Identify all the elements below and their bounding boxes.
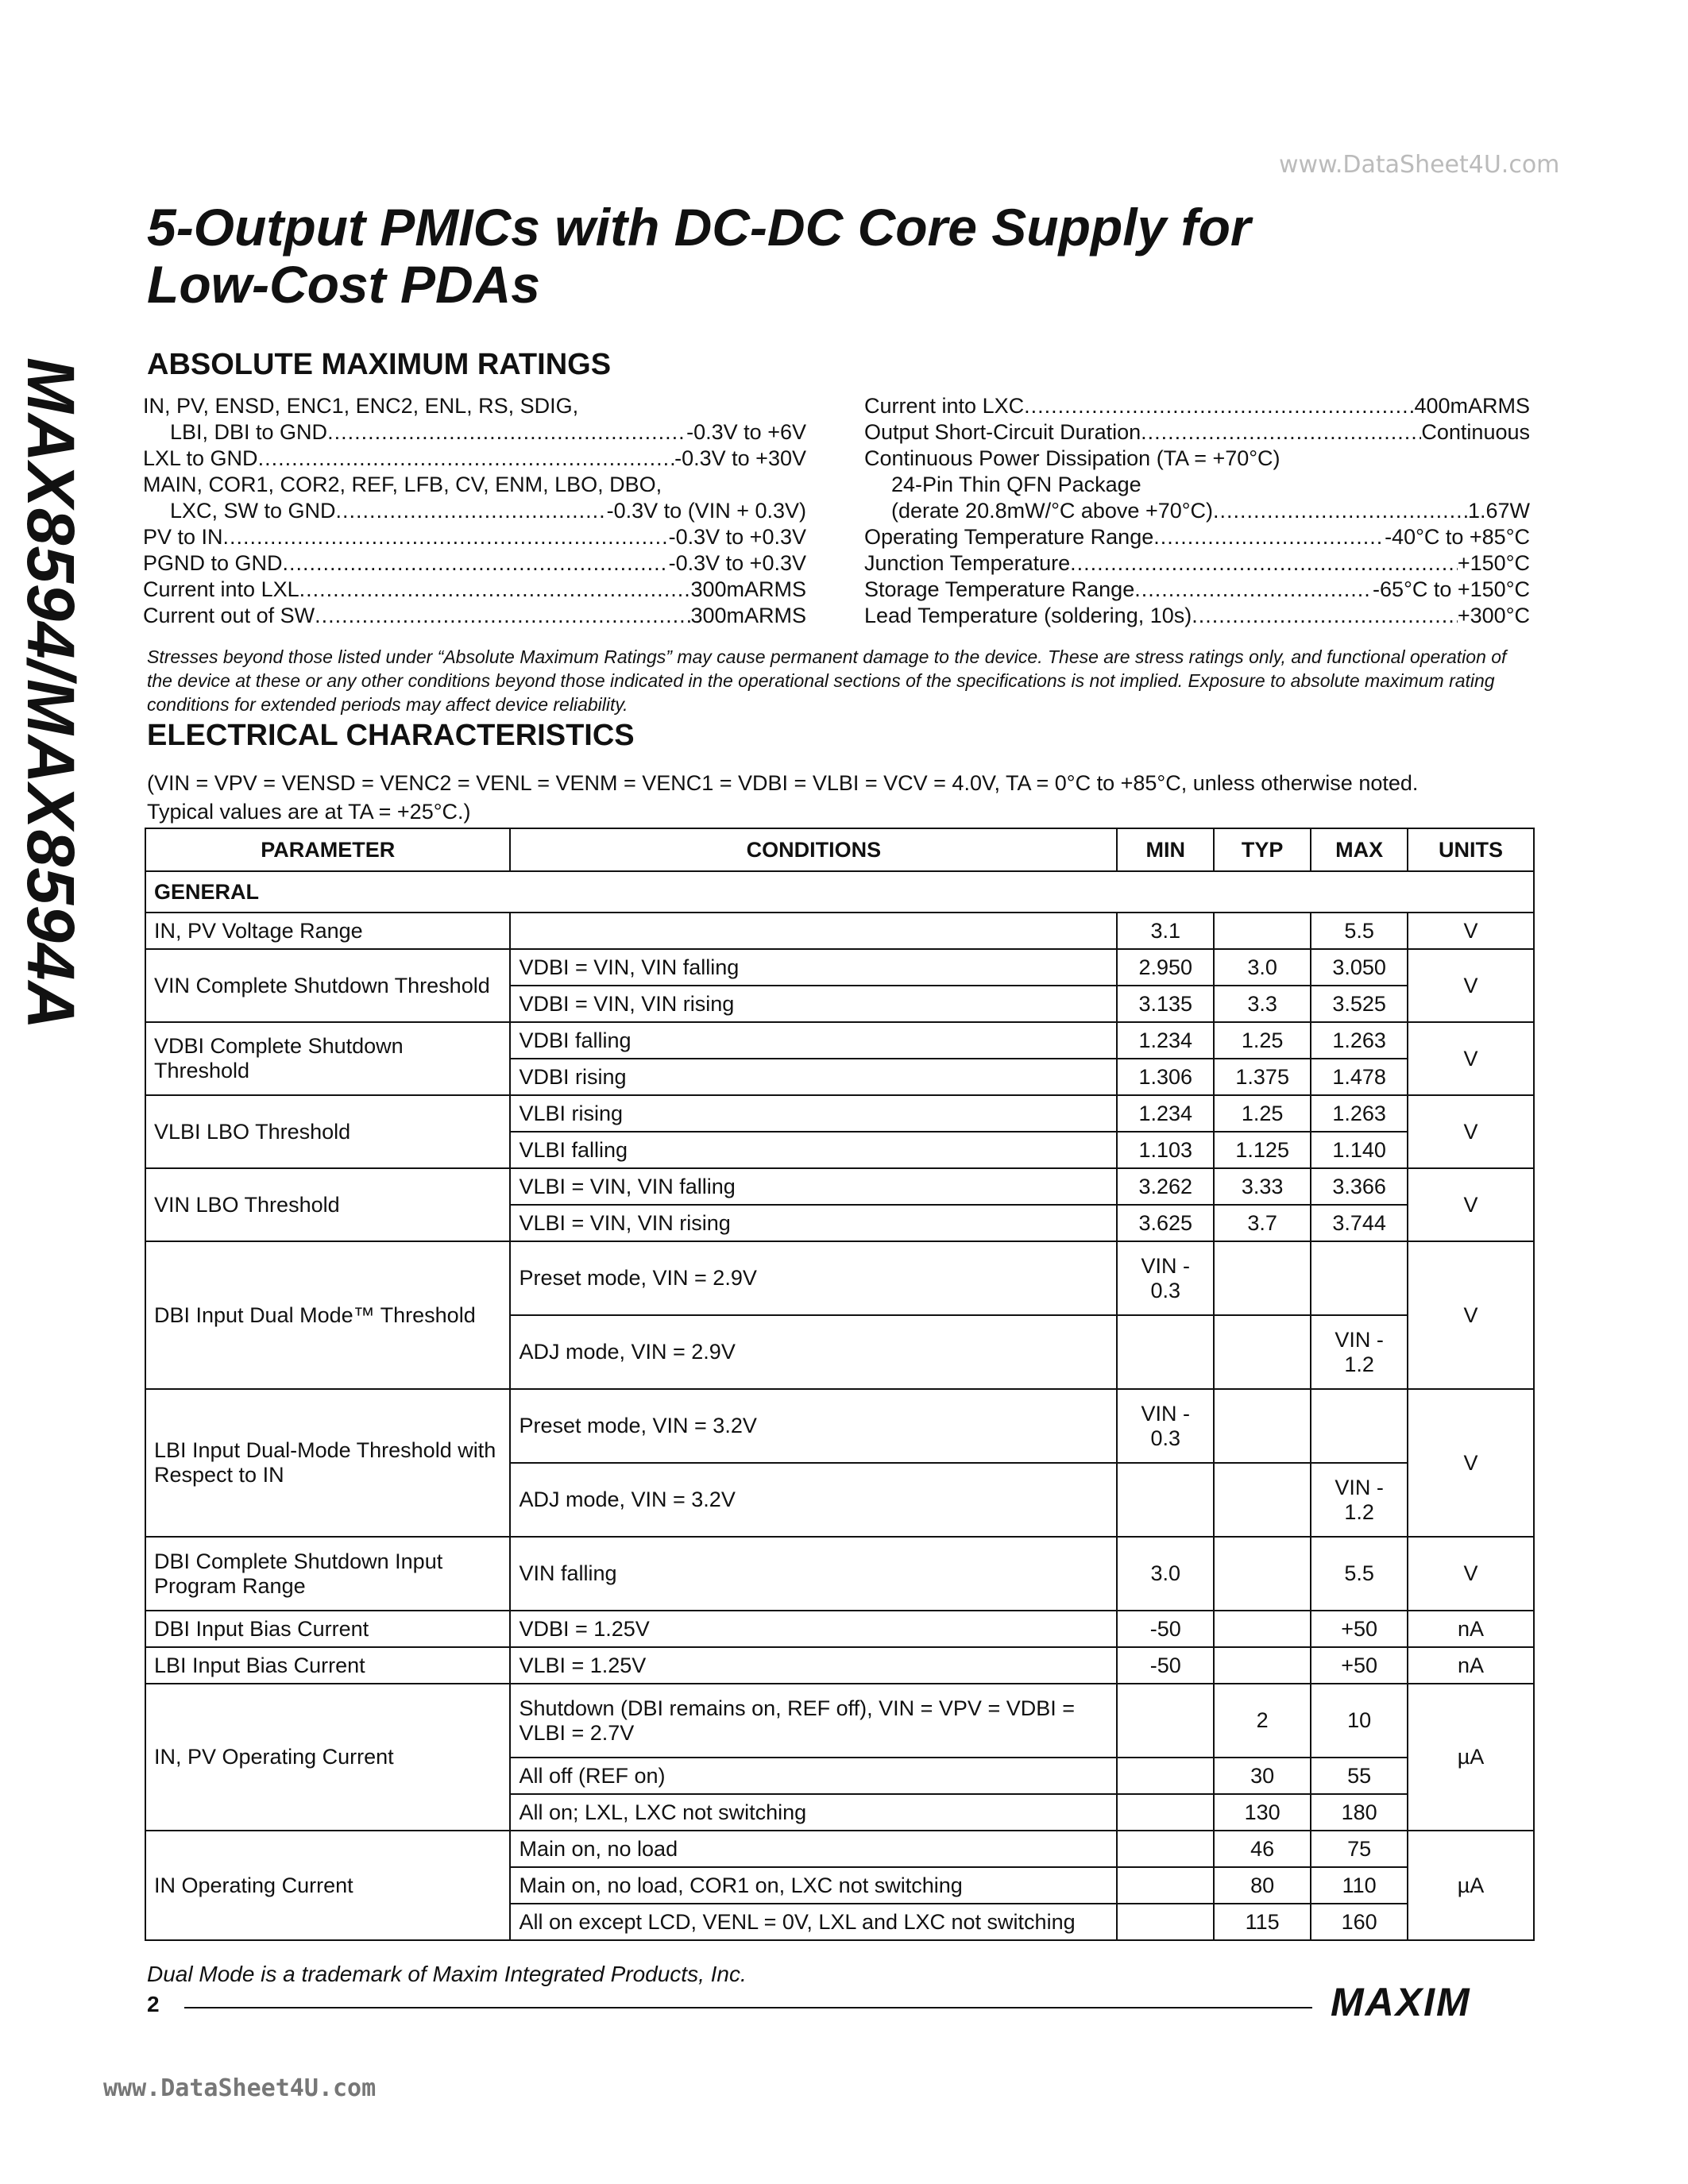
cond-cell: All on; LXL, LXC not switching: [510, 1794, 1117, 1831]
param-cell: DBI Input Dual Mode™ Threshold: [145, 1241, 510, 1389]
amr-left-row: [143, 603, 806, 629]
typ-cell: 1.125: [1214, 1132, 1311, 1168]
amr-left-row: [143, 472, 806, 498]
page-title: [147, 199, 1251, 313]
cond-cell: ADJ mode, VIN = 3.2V: [510, 1463, 1117, 1537]
typ-cell: 3.33: [1214, 1168, 1311, 1205]
max-cell: +50: [1311, 1647, 1408, 1684]
amr-value: +150°C: [1457, 551, 1530, 575]
amr-label: LBI, DBI to GND: [170, 420, 328, 444]
min-cell: [1117, 1684, 1214, 1758]
cond-cell: VDBI = VIN, VIN falling: [510, 949, 1117, 986]
amr-left-row: [143, 393, 806, 419]
amr-value: -0.3V to +0.3V: [668, 525, 806, 549]
amr-value: -0.3V to +6V: [686, 420, 806, 444]
max-cell: VIN - 1.2: [1311, 1315, 1408, 1389]
cond-cell: Preset mode, VIN = 3.2V: [510, 1389, 1117, 1463]
cond-cell: VLBI rising: [510, 1095, 1117, 1132]
table-row: [145, 949, 1534, 986]
header-min: MIN: [1117, 828, 1214, 871]
param-cell: DBI Input Bias Current: [145, 1611, 510, 1647]
cond-cell: VDBI = 1.25V: [510, 1611, 1117, 1647]
amr-label: 24-Pin Thin QFN Package: [891, 473, 1141, 496]
max-cell: 75: [1311, 1831, 1408, 1867]
param-cell: VDBI Complete Shutdown Threshold: [145, 1022, 510, 1095]
table-row: [145, 1022, 1534, 1059]
typ-cell: 3.7: [1214, 1205, 1311, 1241]
amr-right-row: [864, 603, 1530, 629]
title-line-1: 5-Output PMICs with DC-DC Core Supply for: [147, 198, 1251, 257]
cond-cell: ADJ mode, VIN = 2.9V: [510, 1315, 1117, 1389]
typ-cell: [1214, 1241, 1311, 1315]
side-part-number-text: MAX8594/MAX8594A: [14, 357, 88, 1031]
amr-right-row: [864, 393, 1530, 419]
cond-cell: VDBI falling: [510, 1022, 1117, 1059]
min-cell: [1117, 1867, 1214, 1904]
amr-label: LXL to GND: [143, 446, 258, 470]
amr-value: 1.67W: [1467, 499, 1530, 523]
max-cell: 1.140: [1311, 1132, 1408, 1168]
typ-cell: [1214, 1647, 1311, 1684]
typ-cell: [1214, 1537, 1311, 1611]
amr-label: PGND to GND: [143, 551, 283, 575]
typ-cell: 46: [1214, 1831, 1311, 1867]
min-cell: 1.234: [1117, 1095, 1214, 1132]
max-cell: 160: [1311, 1904, 1408, 1940]
table-row: [145, 1831, 1534, 1867]
cond-cell: All off (REF on): [510, 1758, 1117, 1794]
cond-cell: VDBI rising: [510, 1059, 1117, 1095]
max-cell: 55: [1311, 1758, 1408, 1794]
section-row: [145, 871, 1534, 913]
max-cell: 3.366: [1311, 1168, 1408, 1205]
amr-value: +300°C: [1457, 604, 1530, 627]
max-cell: [1311, 1241, 1408, 1315]
typ-cell: 115: [1214, 1904, 1311, 1940]
table-row: [145, 1168, 1534, 1205]
amr-right-row: [864, 550, 1530, 577]
min-cell: -50: [1117, 1611, 1214, 1647]
amr-label: Junction Temperature: [864, 551, 1071, 575]
unit-cell: nA: [1408, 1647, 1534, 1684]
typ-cell: 2: [1214, 1684, 1311, 1758]
max-cell: VIN - 1.2: [1311, 1463, 1408, 1537]
amr-value: -0.3V to +0.3V: [668, 551, 806, 575]
min-cell: 3.1: [1117, 913, 1214, 949]
amr-value: Continuous: [1421, 420, 1530, 444]
ec-conditions: [147, 769, 1533, 826]
typ-cell: 80: [1214, 1867, 1311, 1904]
param-cell: IN Operating Current: [145, 1831, 510, 1940]
amr-left-row: [143, 419, 806, 446]
amr-right-row: [864, 446, 1530, 472]
param-cell: VLBI LBO Threshold: [145, 1095, 510, 1168]
amr-label: IN, PV, ENSD, ENC1, ENC2, ENL, RS, SDIG,: [143, 394, 579, 418]
param-cell: IN, PV Operating Current: [145, 1684, 510, 1831]
cond-cell: Preset mode, VIN = 2.9V: [510, 1241, 1117, 1315]
typ-cell: 3.3: [1214, 986, 1311, 1022]
table-row: [145, 1095, 1534, 1132]
param-cell: VIN LBO Threshold: [145, 1168, 510, 1241]
unit-cell: µA: [1408, 1684, 1534, 1831]
min-cell: 3.0: [1117, 1537, 1214, 1611]
typ-cell: [1214, 1611, 1311, 1647]
max-cell: +50: [1311, 1611, 1408, 1647]
cond-cell: Main on, no load, COR1 on, LXC not switching: [510, 1867, 1117, 1904]
param-cell: IN, PV Voltage Range: [145, 913, 510, 949]
cond-cell: Shutdown (DBI remains on, REF off), VIN = VPV = VDBI = VLBI = 2.7V: [510, 1684, 1117, 1758]
min-cell: [1117, 1794, 1214, 1831]
amr-value: -0.3V to +30V: [674, 446, 806, 470]
page-number: 2: [147, 1992, 160, 2016]
amr-value: -65°C to +150°C: [1373, 577, 1530, 601]
amr-left-column: [143, 393, 806, 629]
amr-heading: ABSOLUTE MAXIMUM RATINGS: [147, 348, 612, 381]
unit-cell: nA: [1408, 1611, 1534, 1647]
amr-right-row: [864, 472, 1530, 498]
min-cell: [1117, 1463, 1214, 1537]
ec-conditions-line-1: (VIN = VPV = VENSD = VENC2 = VENL = VENM = VENC1 = VDBI = VLBI = VCV = 4.0V, TA = 0°C to +85°C, unless otherwise noted.: [147, 771, 1419, 795]
amr-value: -0.3V to (VIN + 0.3V): [606, 499, 806, 523]
amr-right-row: [864, 524, 1530, 550]
min-cell: VIN - 0.3: [1117, 1241, 1214, 1315]
param-cell: LBI Input Bias Current: [145, 1647, 510, 1684]
cond-cell: VDBI = VIN, VIN rising: [510, 986, 1117, 1022]
max-cell: 10: [1311, 1684, 1408, 1758]
unit-cell: V: [1408, 913, 1534, 949]
table-row: [145, 1389, 1534, 1463]
table-row: [145, 1537, 1534, 1611]
watermark-top: www.DataSheet4U.com: [1279, 151, 1560, 179]
maxim-logo: MAXIM: [1331, 1980, 1471, 2024]
min-cell: VIN - 0.3: [1117, 1389, 1214, 1463]
amr-label: Storage Temperature Range: [864, 577, 1135, 601]
amr-left-row: [143, 577, 806, 603]
ec-conditions-line-2: Typical values are at TA = +25°C.): [147, 800, 471, 824]
amr-left-row: [143, 524, 806, 550]
unit-cell: V: [1408, 1537, 1534, 1611]
min-cell: 1.103: [1117, 1132, 1214, 1168]
typ-cell: [1214, 1389, 1311, 1463]
min-cell: 1.306: [1117, 1059, 1214, 1095]
amr-left-row: [143, 446, 806, 472]
cond-cell: [510, 913, 1117, 949]
amr-right-row: [864, 498, 1530, 524]
typ-cell: [1214, 1463, 1311, 1537]
table-row: [145, 1241, 1534, 1315]
trademark-note: Dual Mode is a trademark of Maxim Integrated Products, Inc.: [147, 1962, 747, 1986]
min-cell: 3.135: [1117, 986, 1214, 1022]
cond-cell: VLBI = 1.25V: [510, 1647, 1117, 1684]
title-line-2: Low-Cost PDAs: [147, 255, 540, 314]
typ-cell: 1.25: [1214, 1022, 1311, 1059]
unit-cell: V: [1408, 1095, 1534, 1168]
cond-cell: All on except LCD, VENL = 0V, LXL and LXC not switching: [510, 1904, 1117, 1940]
electrical-characteristics-table: [145, 828, 1535, 1941]
unit-cell: V: [1408, 949, 1534, 1022]
header-units: UNITS: [1408, 828, 1534, 871]
amr-value: -40°C to +85°C: [1385, 525, 1530, 549]
max-cell: 1.478: [1311, 1059, 1408, 1095]
stress-note: Stresses beyond those listed under “Absolute Maximum Ratings” may cause permanent damage to the device. These are stress ratings only, and functional operation of the device at these or any other conditions beyond those indicated in the operational sections of the specifications is not implied. Exposure to absolute maximum rating conditions for extended periods may affect device reliability.: [147, 646, 1507, 715]
header-conditions: CONDITIONS: [510, 828, 1117, 871]
amr-label: MAIN, COR1, COR2, REF, LFB, CV, ENM, LBO, DBO,: [143, 473, 662, 496]
amr-label: Continuous Power Dissipation (TA = +70°C): [864, 446, 1280, 470]
typ-cell: 130: [1214, 1794, 1311, 1831]
amr-value: 300mARMS: [690, 577, 806, 601]
header-parameter: PARAMETER: [145, 828, 510, 871]
amr-right-row: [864, 419, 1530, 446]
watermark-bottom: www.DataSheet4U.com: [103, 2074, 377, 2102]
max-cell: 180: [1311, 1794, 1408, 1831]
amr-value: 400mARMS: [1414, 394, 1530, 418]
unit-cell: µA: [1408, 1831, 1534, 1940]
section-general: GENERAL: [145, 871, 1534, 913]
amr-label: Current into LXC: [864, 394, 1025, 418]
cond-cell: VIN falling: [510, 1537, 1117, 1611]
max-cell: 1.263: [1311, 1095, 1408, 1132]
amr-right-column: [864, 393, 1530, 629]
typ-cell: 30: [1214, 1758, 1311, 1794]
max-cell: 110: [1311, 1867, 1408, 1904]
table-header-row: [145, 828, 1534, 871]
amr-label: LXC, SW to GND: [170, 499, 336, 523]
table-row: [145, 1611, 1534, 1647]
max-cell: 3.050: [1311, 949, 1408, 986]
amr-left-row: [143, 498, 806, 524]
ec-heading: ELECTRICAL CHARACTERISTICS: [147, 719, 635, 752]
typ-cell: 3.0: [1214, 949, 1311, 986]
cond-cell: VLBI = VIN, VIN rising: [510, 1205, 1117, 1241]
amr-label: (derate 20.8mW/°C above +70°C): [891, 499, 1214, 523]
cond-cell: VLBI = VIN, VIN falling: [510, 1168, 1117, 1205]
unit-cell: V: [1408, 1389, 1534, 1537]
param-cell: VIN Complete Shutdown Threshold: [145, 949, 510, 1022]
cond-cell: Main on, no load: [510, 1831, 1117, 1867]
min-cell: [1117, 1831, 1214, 1867]
min-cell: -50: [1117, 1647, 1214, 1684]
unit-cell: V: [1408, 1241, 1534, 1389]
max-cell: 5.5: [1311, 913, 1408, 949]
table-row: [145, 913, 1534, 949]
min-cell: 3.262: [1117, 1168, 1214, 1205]
max-cell: 1.263: [1311, 1022, 1408, 1059]
max-cell: [1311, 1389, 1408, 1463]
amr-label: PV to IN: [143, 525, 223, 549]
table-row: [145, 1647, 1534, 1684]
min-cell: 2.950: [1117, 949, 1214, 986]
amr-right-row: [864, 577, 1530, 603]
typ-cell: 1.375: [1214, 1059, 1311, 1095]
amr-label: Current out of SW: [143, 604, 315, 627]
amr-label: Lead Temperature (soldering, 10s): [864, 604, 1192, 627]
min-cell: [1117, 1315, 1214, 1389]
cond-cell: VLBI falling: [510, 1132, 1117, 1168]
amr-label: Output Short-Circuit Duration: [864, 420, 1141, 444]
max-cell: 5.5: [1311, 1537, 1408, 1611]
side-part-number: [0, 357, 119, 1031]
header-typ: TYP: [1214, 828, 1311, 871]
footer-rule: [184, 2007, 1312, 2008]
amr-left-row: [143, 550, 806, 577]
amr-label: Current into LXL: [143, 577, 299, 601]
amr-value: 300mARMS: [690, 604, 806, 627]
unit-cell: V: [1408, 1168, 1534, 1241]
param-cell: LBI Input Dual-Mode Threshold with Respect to IN: [145, 1389, 510, 1537]
header-max: MAX: [1311, 828, 1408, 871]
typ-cell: [1214, 913, 1311, 949]
min-cell: [1117, 1758, 1214, 1794]
typ-cell: [1214, 1315, 1311, 1389]
min-cell: [1117, 1904, 1214, 1940]
max-cell: 3.744: [1311, 1205, 1408, 1241]
unit-cell: V: [1408, 1022, 1534, 1095]
typ-cell: 1.25: [1214, 1095, 1311, 1132]
min-cell: 1.234: [1117, 1022, 1214, 1059]
table-row: [145, 1684, 1534, 1758]
param-cell: DBI Complete Shutdown Input Program Range: [145, 1537, 510, 1611]
max-cell: 3.525: [1311, 986, 1408, 1022]
min-cell: 3.625: [1117, 1205, 1214, 1241]
amr-label: Operating Temperature Range: [864, 525, 1154, 549]
